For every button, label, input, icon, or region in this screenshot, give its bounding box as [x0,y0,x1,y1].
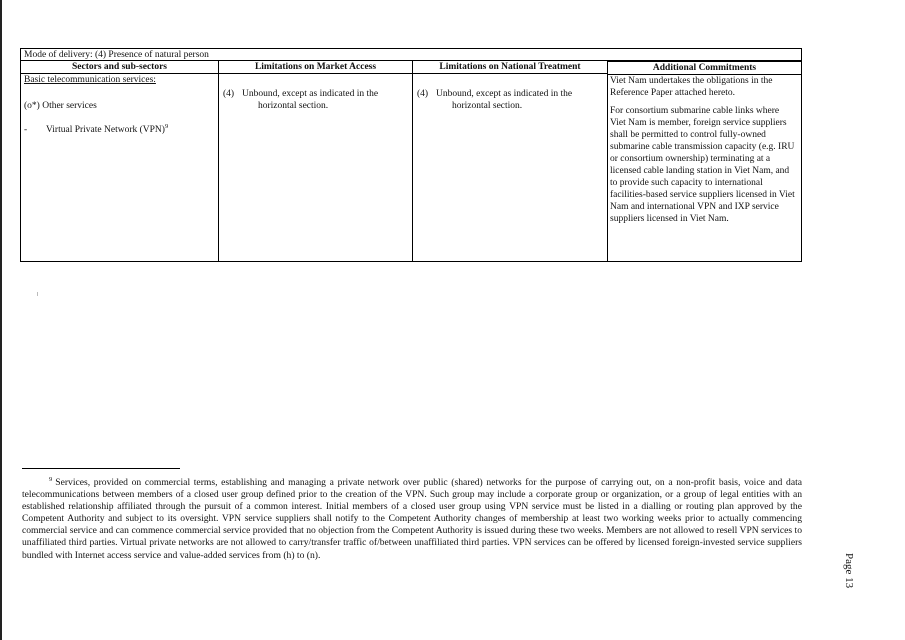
commitment-paragraph-2: For consortium submarine cable links where Viet Nam is member, foreign service suppliers shall be permitted to control fully-owned submarine cable transmission capacity (e.g. IRU or consortium ownership) terminating at a licensed cable landing station in Viet Nam, and to provide such capacity to international facilities-based service suppliers licensed in Viet Nam and international VPN and IXP service suppliers licensed in Viet Nam. [610,106,795,224]
market-access-header: Limitations on Market Access [219,61,412,74]
additional-commitments-text [610,75,797,225]
market-access-column [219,61,413,261]
limitation-line-1: Unbound, except as indicated in the [242,89,379,99]
market-access-limitation [223,88,408,112]
commitments-schedule-table [20,48,802,262]
footnote-mark: 9 [49,476,53,483]
sectors-header: Sectors and sub-sectors [21,61,218,74]
footnote-separator [22,468,180,469]
sub-sector-label: (o*) Other services [24,101,97,111]
limitation-line-2: horizontal section. [258,101,329,111]
commitment-paragraph-1: Viet Nam undertakes the obligations in the Reference Paper attached hereto. [610,76,773,98]
binding-edge-line [0,0,2,640]
scan-mark [37,292,38,296]
footnote-reference: 9 [164,123,169,130]
national-treatment-column [413,61,608,261]
footnote [22,477,802,562]
list-bullet: - [24,125,28,135]
additional-commitments-column [608,61,801,261]
national-treatment-limitation [417,88,603,112]
national-treatment-header: Limitations on National Treatment [413,61,607,74]
sectors-column [21,61,219,261]
limitation-line-1: Unbound, except as indicated in the [436,89,573,99]
page-number: Page 13 [843,553,855,589]
mode-number: (4) [417,89,429,99]
sector-heading: Basic telecommunication services: [24,75,156,85]
footnote-text: Services, provided on commercial terms, establishing and managing a private network over public (shared) networks for the purpose of carrying out, on a non-profit basis, voice and data telecommunications between members of a closed user group defined prior to the creation of the VPN. Such group may include a corporate group or organization, or a group of legal entities with an established relationship affiliated through the pursuit of a common interest. Initial members of a closed user group using VPN service must be listed in a dialling or routing plan approved by the Competent Authority and subject to its oversight. VPN service suppliers shall notify to the Competent Authority changes of membership at least two working weeks prior to actually commencing commercial service and can commence commercial service provided that no objection from the Competent Authority is issued during these two weeks. Members are not allowed to resell VPN services to unaffiliated third parties. Virtual private networks are not allowed to carry/transfer traffic of/between unaffiliated third parties. VPN services can be offered by licensed foreign-invested service suppliers bundled with Internet access service and value-added services from (h) to (n). [22,477,802,561]
additional-commitments-header: Additional Commitments [608,61,801,75]
vpn-sub-sector [24,124,168,136]
mode-number: (4) [223,89,235,99]
mode-of-delivery-row: Mode of delivery: (4) Presence of natural person [21,49,801,61]
limitation-line-2: horizontal section. [452,101,523,111]
vpn-label: Virtual Private Network (VPN) [46,125,165,135]
